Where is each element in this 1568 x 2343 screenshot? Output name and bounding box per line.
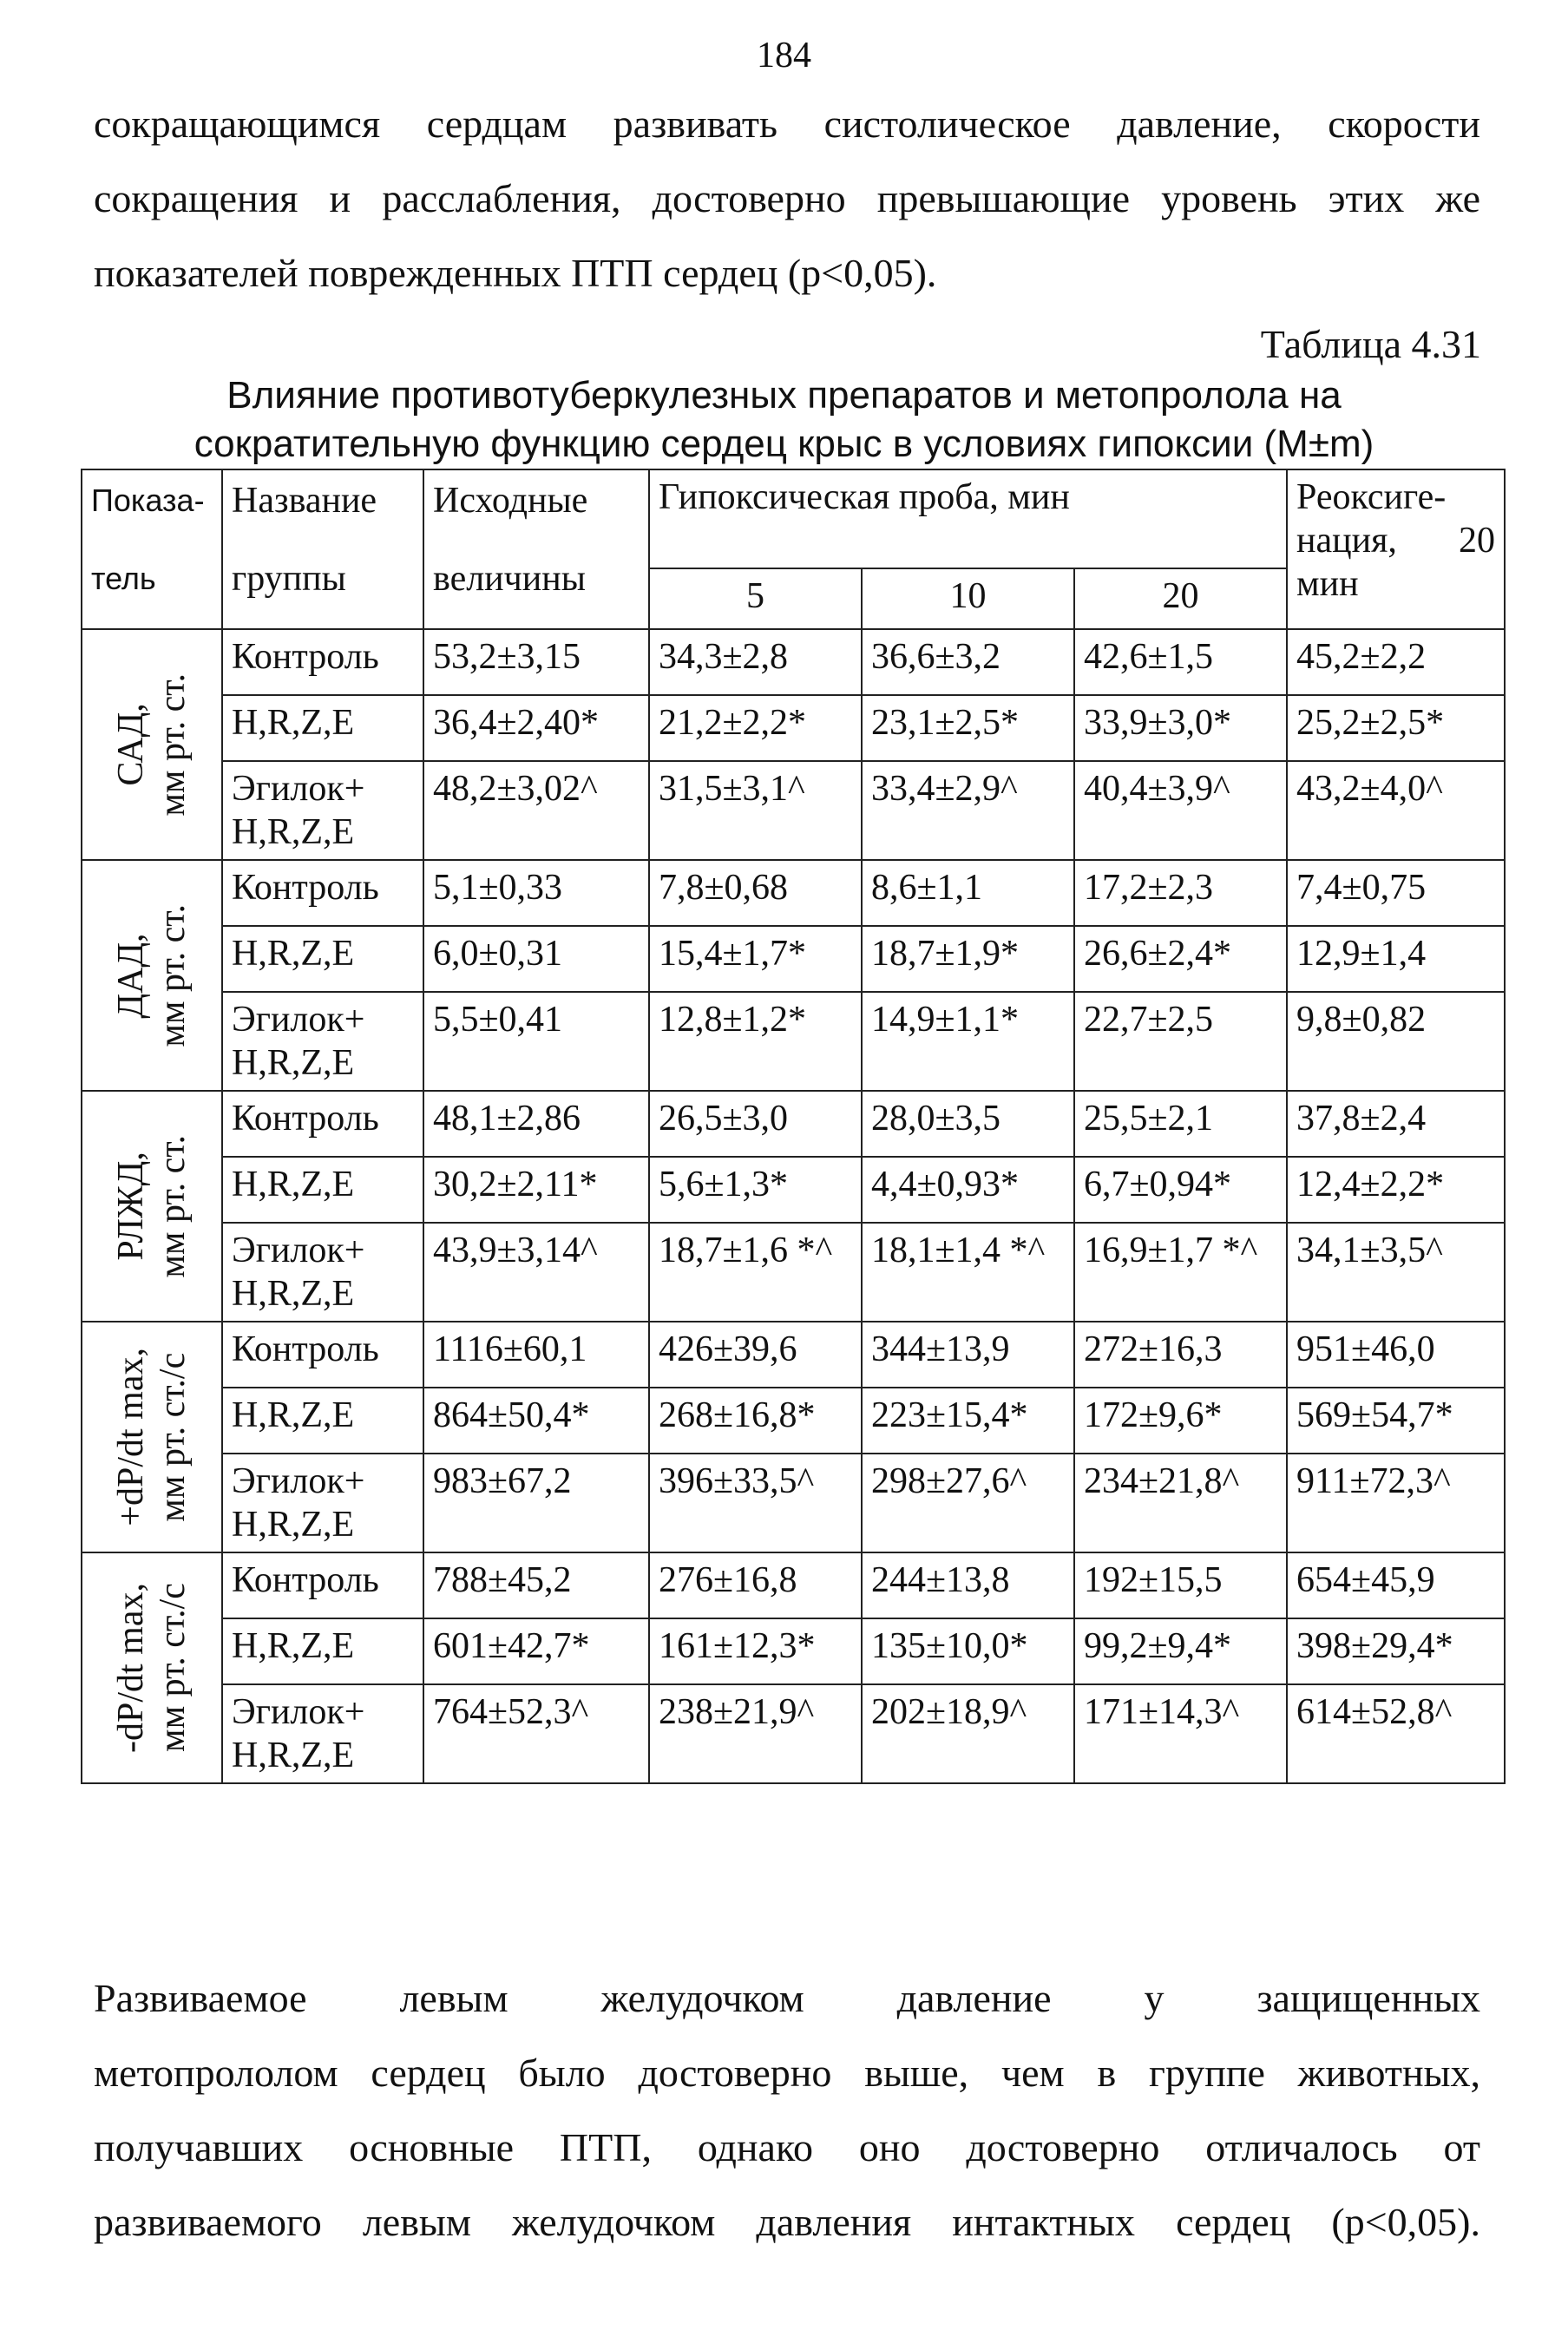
table-row: [82, 1223, 1505, 1322]
group-cell: Контроль: [222, 629, 423, 695]
page-number: 184: [757, 36, 811, 75]
header-indicator: Показа- тель: [82, 469, 222, 629]
indicator-cell: [82, 1552, 222, 1783]
header-t20: 20: [1074, 568, 1287, 629]
value-cell-t5: 31,5±3,1^: [649, 761, 862, 860]
value-cell-baseline: 6,0±0,31: [423, 926, 649, 992]
value-cell-t20: 192±15,5: [1074, 1552, 1287, 1618]
value-cell-t20: 22,7±2,5: [1074, 992, 1287, 1091]
value-cell-t5: 5,6±1,3*: [649, 1157, 862, 1223]
group-cell: Контроль: [222, 1322, 423, 1388]
value-cell-t20: 33,9±3,0*: [1074, 695, 1287, 761]
outro-paragraph: [94, 1961, 1480, 2260]
value-cell-t10: 28,0±3,5: [862, 1091, 1074, 1157]
value-cell-baseline: 788±45,2: [423, 1552, 649, 1618]
table-body: [82, 629, 1505, 1783]
value-cell-reox: 45,2±2,2: [1287, 629, 1505, 695]
value-cell-t10: 8,6±1,1: [862, 860, 1074, 926]
table-row: [82, 1091, 1505, 1157]
header-baseline: Исходные величины: [423, 469, 649, 629]
table-row: [82, 1684, 1505, 1783]
table-label: Таблица 4.31: [1260, 322, 1481, 366]
indicator-unit: мм рт. ст./с: [153, 1583, 193, 1753]
value-cell-t5: 426±39,6: [649, 1322, 862, 1388]
indicator-cell: [82, 1322, 222, 1552]
value-cell-baseline: 601±42,7*: [423, 1618, 649, 1684]
header-hypoxia: Гипоксическая проба, мин: [649, 469, 1287, 568]
group-cell: Эгилок+ H,R,Z,E: [222, 761, 423, 860]
table-row: [82, 1157, 1505, 1223]
value-cell-reox: 951±46,0: [1287, 1322, 1505, 1388]
value-cell-t20: 172±9,6*: [1074, 1388, 1287, 1454]
table-row: [82, 1322, 1505, 1388]
value-cell-baseline: 53,2±3,15: [423, 629, 649, 695]
value-cell-t20: 17,2±2,3: [1074, 860, 1287, 926]
value-cell-baseline: 5,5±0,41: [423, 992, 649, 1091]
outro-line: Развиваемое левым желудочком давление у защищенных: [94, 1976, 1480, 2020]
table-row: [82, 695, 1505, 761]
value-cell-t5: 238±21,9^: [649, 1684, 862, 1783]
value-cell-t5: 21,2±2,2*: [649, 695, 862, 761]
indicator-unit: мм рт. ст./с: [153, 1352, 193, 1522]
intro-line: сокращающимся сердцам развивать систолическое давление, скорости: [94, 102, 1480, 146]
group-cell: Эгилок+ H,R,Z,E: [222, 1454, 423, 1552]
value-cell-t20: 25,5±2,1: [1074, 1091, 1287, 1157]
table-row: [82, 1618, 1505, 1684]
value-cell-reox: 9,8±0,82: [1287, 992, 1505, 1091]
group-cell: Эгилок+ H,R,Z,E: [222, 992, 423, 1091]
intro-paragraph: [94, 87, 1480, 311]
value-cell-t10: 344±13,9: [862, 1322, 1074, 1388]
table-row: [82, 1454, 1505, 1552]
value-cell-t10: 14,9±1,1*: [862, 992, 1074, 1091]
value-cell-reox: 12,9±1,4: [1287, 926, 1505, 992]
value-cell-t10: 202±18,9^: [862, 1684, 1074, 1783]
value-cell-t10: 18,1±1,4 *^: [862, 1223, 1074, 1322]
value-cell-reox: 7,4±0,75: [1287, 860, 1505, 926]
header-t10: 10: [862, 568, 1074, 629]
outro-line: развиваемого левым желудочком давления интактных сердец (p<0,05).: [94, 2200, 1480, 2244]
table-row: [82, 992, 1505, 1091]
value-cell-t20: 272±16,3: [1074, 1322, 1287, 1388]
value-cell-baseline: 864±50,4*: [423, 1388, 649, 1454]
value-cell-t5: 7,8±0,68: [649, 860, 862, 926]
outro-line: получавших основные ПТП, однако оно достоверно отличалось от: [94, 2125, 1480, 2169]
value-cell-baseline: 36,4±2,40*: [423, 695, 649, 761]
value-cell-t10: 36,6±3,2: [862, 629, 1074, 695]
indicator-name: ДАД,: [111, 932, 151, 1019]
value-cell-t5: 15,4±1,7*: [649, 926, 862, 992]
data-table: [81, 469, 1506, 1784]
outro-line: метопрололом сердец было достоверно выше, чем в группе животных,: [94, 2051, 1480, 2095]
value-cell-baseline: 983±67,2: [423, 1454, 649, 1552]
indicator-unit: мм рт. ст.: [153, 673, 193, 817]
value-cell-baseline: 30,2±2,11*: [423, 1157, 649, 1223]
group-cell: Контроль: [222, 860, 423, 926]
group-cell: Контроль: [222, 1552, 423, 1618]
intro-line: показателей поврежденных ПТП сердец (p<0,05).: [94, 251, 937, 295]
value-cell-t10: 4,4±0,93*: [862, 1157, 1074, 1223]
value-cell-baseline: 48,2±3,02^: [423, 761, 649, 860]
value-cell-t5: 396±33,5^: [649, 1454, 862, 1552]
header-t5: 5: [649, 568, 862, 629]
table-row: [82, 926, 1505, 992]
table-row: [82, 1388, 1505, 1454]
value-cell-reox: 37,8±2,4: [1287, 1091, 1505, 1157]
value-cell-t5: 12,8±1,2*: [649, 992, 862, 1091]
table-title-line: сократительную функцию сердец крыс в условиях гипоксии (M±m): [194, 423, 1374, 465]
group-cell: H,R,Z,E: [222, 695, 423, 761]
group-cell: H,R,Z,E: [222, 1157, 423, 1223]
indicator-name: -dP/dt max,: [111, 1583, 151, 1753]
value-cell-baseline: 5,1±0,33: [423, 860, 649, 926]
value-cell-t20: 16,9±1,7 *^: [1074, 1223, 1287, 1322]
value-cell-t20: 42,6±1,5: [1074, 629, 1287, 695]
value-cell-t5: 34,3±2,8: [649, 629, 862, 695]
value-cell-t10: 18,7±1,9*: [862, 926, 1074, 992]
value-cell-t20: 26,6±2,4*: [1074, 926, 1287, 992]
table-row: [82, 1552, 1505, 1618]
value-cell-t5: 26,5±3,0: [649, 1091, 862, 1157]
value-cell-t10: 223±15,4*: [862, 1388, 1074, 1454]
indicator-name: САД,: [111, 703, 151, 786]
table-row: [82, 761, 1505, 860]
value-cell-baseline: 764±52,3^: [423, 1684, 649, 1783]
value-cell-t10: 135±10,0*: [862, 1618, 1074, 1684]
value-cell-reox: 43,2±4,0^: [1287, 761, 1505, 860]
value-cell-reox: 614±52,8^: [1287, 1684, 1505, 1783]
table-row: [82, 629, 1505, 695]
value-cell-baseline: 1116±60,1: [423, 1322, 649, 1388]
value-cell-t5: 268±16,8*: [649, 1388, 862, 1454]
indicator-name: +dP/dt max,: [111, 1348, 151, 1526]
value-cell-reox: 654±45,9: [1287, 1552, 1505, 1618]
value-cell-reox: 34,1±3,5^: [1287, 1223, 1505, 1322]
header-reoxygenation: Реоксиге- нация, 20 мин: [1287, 469, 1505, 629]
group-cell: Эгилок+ H,R,Z,E: [222, 1684, 423, 1783]
value-cell-reox: 25,2±2,5*: [1287, 695, 1505, 761]
intro-line: сокращения и расслабления, достоверно превышающие уровень этих же: [94, 176, 1480, 220]
value-cell-t5: 18,7±1,6 *^: [649, 1223, 862, 1322]
value-cell-t10: 298±27,6^: [862, 1454, 1074, 1552]
value-cell-t20: 99,2±9,4*: [1074, 1618, 1287, 1684]
indicator-cell: [82, 629, 222, 860]
indicator-name: РЛЖД,: [111, 1152, 151, 1261]
value-cell-reox: 911±72,3^: [1287, 1454, 1505, 1552]
table-title-line: Влияние противотуберкулезных препаратов и метопролола на: [226, 374, 1342, 417]
value-cell-t20: 171±14,3^: [1074, 1684, 1287, 1783]
group-cell: Эгилок+ H,R,Z,E: [222, 1223, 423, 1322]
group-cell: Контроль: [222, 1091, 423, 1157]
indicator-cell: [82, 1091, 222, 1322]
value-cell-reox: 12,4±2,2*: [1287, 1157, 1505, 1223]
group-cell: H,R,Z,E: [222, 1618, 423, 1684]
value-cell-t10: 244±13,8: [862, 1552, 1074, 1618]
header-group: Название группы: [222, 469, 423, 629]
value-cell-t10: 33,4±2,9^: [862, 761, 1074, 860]
table-row: [82, 860, 1505, 926]
value-cell-reox: 569±54,7*: [1287, 1388, 1505, 1454]
value-cell-t5: 161±12,3*: [649, 1618, 862, 1684]
value-cell-t20: 234±21,8^: [1074, 1454, 1287, 1552]
value-cell-t20: 6,7±0,94*: [1074, 1157, 1287, 1223]
group-cell: H,R,Z,E: [222, 926, 423, 992]
value-cell-baseline: 48,1±2,86: [423, 1091, 649, 1157]
value-cell-reox: 398±29,4*: [1287, 1618, 1505, 1684]
group-cell: H,R,Z,E: [222, 1388, 423, 1454]
value-cell-t10: 23,1±2,5*: [862, 695, 1074, 761]
indicator-unit: мм рт. ст.: [153, 903, 193, 1047]
value-cell-t5: 276±16,8: [649, 1552, 862, 1618]
value-cell-t20: 40,4±3,9^: [1074, 761, 1287, 860]
value-cell-baseline: 43,9±3,14^: [423, 1223, 649, 1322]
indicator-cell: [82, 860, 222, 1091]
indicator-unit: мм рт. ст.: [153, 1134, 193, 1278]
